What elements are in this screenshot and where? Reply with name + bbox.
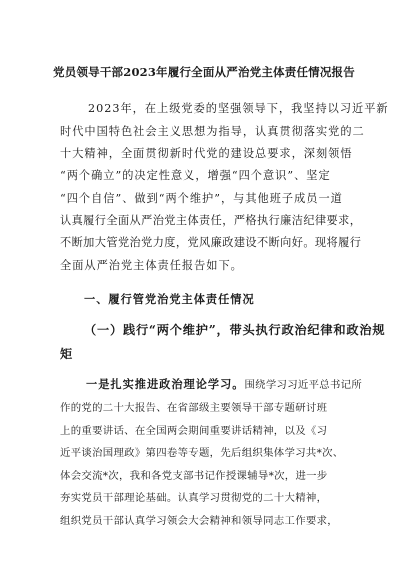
intro-line: 认真履行全面从严治党主体责任，严格执行廉洁纪律要求， [60, 214, 362, 227]
intro-line: “四个自信”、做到“两个维护”，与其他班子成员一道 [60, 192, 343, 205]
intro-line: 全面从严治党主体责任报告如下。 [60, 259, 243, 272]
paragraph-lead-line [86, 376, 386, 392]
paragraph-line: 组织党员干部认真学习领会大会精神和领导同志工作要求， [60, 515, 338, 527]
intro-line: 不断加大管党治党力度，党风廉政建设不断向好。现将履行 [60, 236, 362, 249]
intro-line: 2023年，在上级党委的坚强领导下，我坚持以习近平新 [88, 102, 389, 115]
paragraph-line: 上的重要讲话、在全国两会期间重要讲话精神，以及《习 [60, 425, 328, 437]
paragraph-line: 夯实党员干部理论基础。认真学习贯彻党的二十大精神， [60, 492, 328, 504]
intro-line: “两个确立”的决定性意义，增强“四个意识”、坚定 [60, 169, 331, 182]
intro-line: 时代中国特色社会主义思想为指导，认真贯彻落实党的二 [60, 125, 365, 138]
subsection-heading-cont: 矩 [60, 347, 73, 361]
intro-line: 十大精神，全面贯彻新时代党的建设总要求，深刻领悟 [60, 147, 353, 160]
document-title: 党员领导干部2023年履行全面从严治党主体责任情况报告 [53, 65, 355, 79]
paragraph-line: 作的党的二十大报告、在省部级主要领导干部专题研讨班 [60, 402, 328, 414]
paragraph-lead-rest: 围绕学习习近平总书记所 [244, 379, 363, 391]
paragraph-line: 近平谈治国理政》第四卷等专题，先后组织集体学习共*次、 [60, 447, 344, 459]
section-heading: 一、履行管党治党主体责任情况 [84, 292, 255, 306]
paragraph-lead-bold: 一是扎实推进政治理论学习。 [86, 377, 245, 391]
paragraph-line: 体会交流*次，我和各党支部书记作授课辅导*次，进一步 [60, 470, 328, 482]
subsection-heading: （一）践行“两个维护”，带头执行政治纪律和政治规 [84, 323, 386, 337]
